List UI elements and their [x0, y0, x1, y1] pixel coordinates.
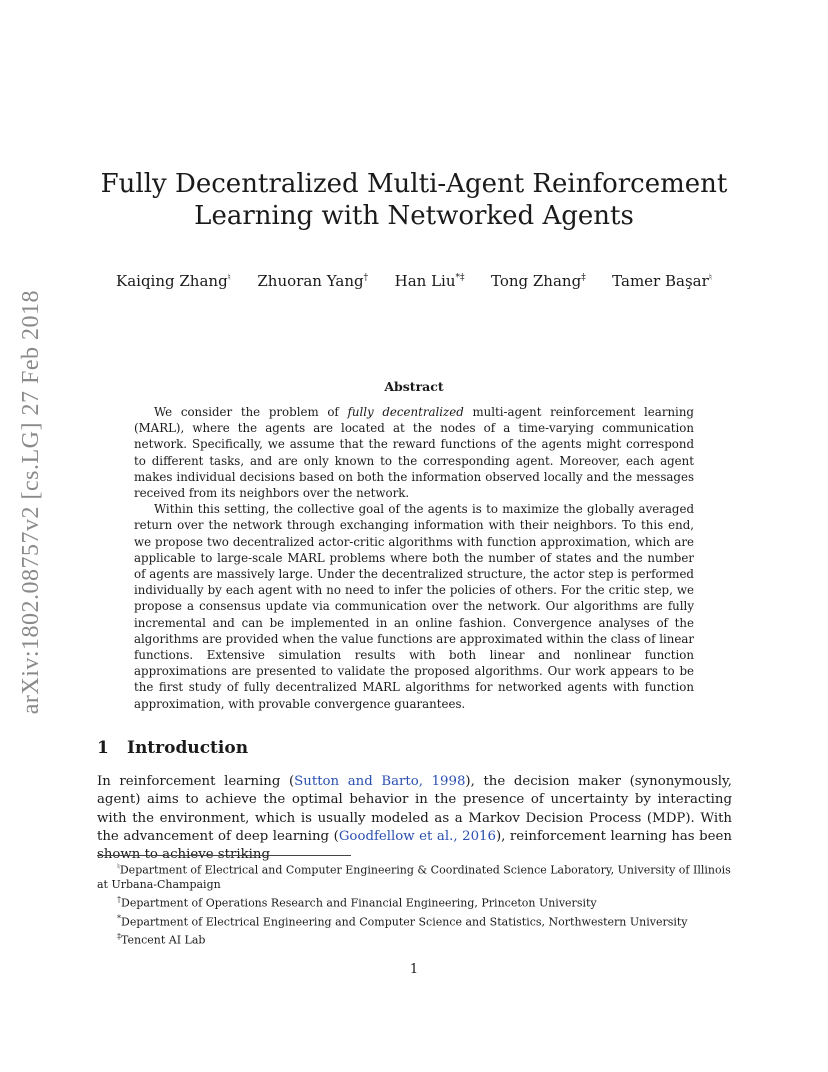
- footnote: ♮Department of Electrical and Computer Engineering & Coordinated Science Laboratory, University of Illinois at Urbana-Champaign: [97, 862, 731, 892]
- section-heading: [97, 738, 248, 758]
- section-title: Introduction: [127, 738, 249, 758]
- footnote-divider: [97, 855, 351, 856]
- footnotes: [97, 860, 737, 949]
- arxiv-identifier: arXiv:1802.08757v2 [cs.LG] 27 Feb 2018: [18, 290, 44, 715]
- citation-link[interactable]: Sutton and Barto, 1998: [294, 774, 466, 789]
- section-number: 1: [97, 738, 109, 758]
- abstract-paragraph-2: Within this setting, the collective goal of the agents is to maximize the globally averaged return over the network through exchanging information with their neighbors. To this end, we propose two decentralized actor-critic algorithms with function approximation, which are applicable to large-scale MARL problems where both the number of states and the number of agents are massively large. Under the decentralized structure, the actor step is performed individually by each agent with no need to infer the policies of others. For the critic step, we propose a consensus update via communication over the network. Our algorithms are fully incremental and can be implemented in an online fashion. Convergence analyses of the algorithms are provided when the value functions are approximated within the class of linear functions. Extensive simulation results with both linear and nonlinear function approximations are presented to validate the proposed algorithms. Our work appears to be the first study of fully decentralized MARL algorithms for networked agents with function approximation, with provable convergence guarantees.: [134, 502, 694, 711]
- paper-title: [96, 168, 732, 232]
- author: Tamer Başar♮: [612, 272, 712, 290]
- intro-paragraph: In reinforcement learning (Sutton and Barto, 1998), the decision maker (synonymously, agent) aims to achieve the optimal behavior in the presence of uncertainty by interacting with the environment, which is usually modeled as a Markov Decision Process (MDP). With the advancement of deep learning (Goodfellow et al., 2016), reinforcement learning has been shown to achieve striking: [97, 774, 732, 863]
- title-line-1: Fully Decentralized Multi-Agent Reinforcement: [100, 169, 728, 199]
- abstract-heading: Abstract: [384, 379, 444, 394]
- page-number: 1: [409, 962, 419, 977]
- author: Zhuoran Yang†: [257, 272, 369, 290]
- title-line-2: Learning with Networked Agents: [194, 201, 634, 231]
- footnote: †Department of Operations Research and Financial Engineering, Princeton University: [117, 895, 597, 910]
- abstract-paragraph-1: We consider the problem of fully decentralized multi-agent reinforcement learning (MARL), where the agents are located at the nodes of a time-varying communication network. Specifically, we assume that the reward functions of the agents might correspond to different tasks, and are only known to the corresponding agent. Moreover, each agent makes individual decisions based on both the information observed locally and the messages received from its neighbors over the network.: [134, 405, 694, 501]
- author: Tong Zhang‡: [490, 272, 586, 290]
- citation-link[interactable]: Goodfellow et al., 2016: [338, 828, 496, 844]
- author: Han Liu*‡: [394, 272, 465, 290]
- author-list: [96, 272, 732, 290]
- author: Kaiqing Zhang♮: [116, 272, 231, 290]
- footnote: *Department of Electrical Engineering and Computer Science and Statistics, Northwestern University: [117, 913, 688, 929]
- abstract-body: [134, 404, 694, 712]
- footnote: ‡Tencent AI Lab: [117, 932, 206, 947]
